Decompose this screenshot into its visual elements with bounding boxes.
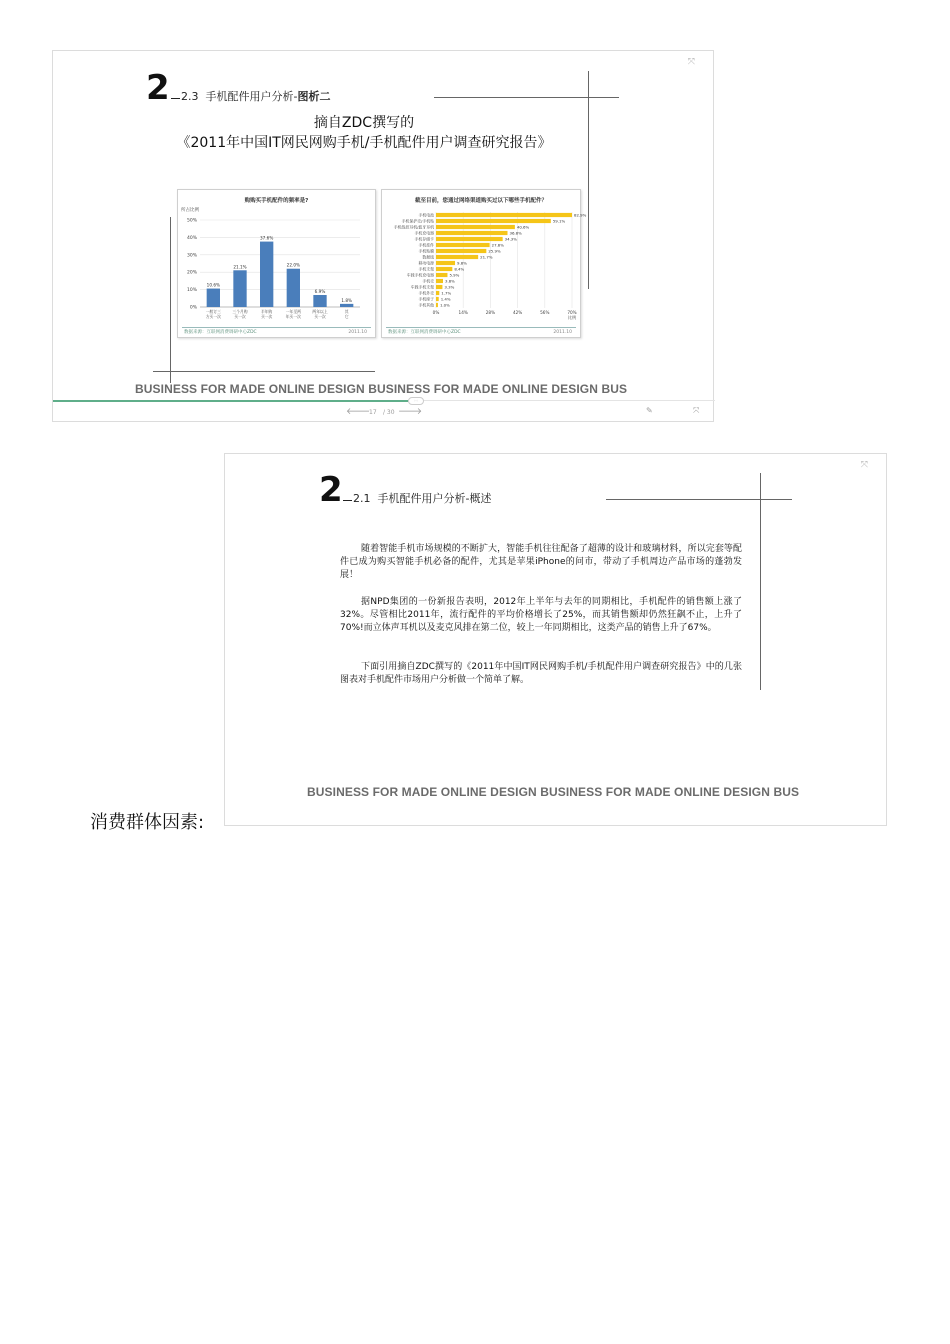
- heading-line-2: 《2011年中国IT网民网购手机/手机配件用户调查研究报告》: [176, 135, 552, 151]
- y-tick-label: 20%: [186, 270, 197, 276]
- slide-overview: [224, 453, 887, 826]
- data-label: 21.7%: [480, 254, 493, 260]
- bar: [436, 237, 503, 241]
- x-tick-label: 三个月购: [232, 309, 248, 314]
- y-tick-label: 手机挂件: [418, 242, 434, 248]
- x-tick-label: 两年以上: [312, 309, 328, 314]
- chart-date: 2011.10: [348, 330, 367, 335]
- y-tick-label: 手机壳: [422, 278, 434, 284]
- paragraph-1: 随着智能手机市场规模的不断扩大，智能手机往往配备了超薄的设计和玻璃材料，所以完套等配件已成为购买智能手机必备的配件，尤其是苹果iPhone的问市，带动了手机周边产品市场的蓬勃发展！: [340, 544, 742, 580]
- section-title: [171, 88, 330, 104]
- data-label: 1.8%: [341, 297, 352, 303]
- chart-title: 购购买手机配件的频率是?: [244, 198, 309, 204]
- y-tick-label: 手机保护壳/手机贴: [401, 218, 434, 224]
- y-tick-label: 手机电池: [418, 212, 434, 218]
- data-label: 21.1%: [233, 264, 247, 270]
- data-label: 82.9%: [574, 212, 587, 218]
- x-tick-label-cont: 它: [344, 314, 349, 319]
- divider-horizontal-left: [153, 371, 375, 372]
- bar: [436, 279, 443, 283]
- data-label: 8.4%: [454, 266, 465, 272]
- section-number: 2: [319, 470, 343, 510]
- bar: [207, 289, 220, 307]
- section-code: 2.3: [181, 90, 199, 103]
- fullscreen-icon[interactable]: ⤧: [687, 57, 695, 67]
- y-tick-label: 10%: [186, 288, 197, 294]
- divider-vertical: [588, 71, 589, 289]
- page-number: 17: [369, 409, 377, 416]
- x-tick-label: 其: [344, 309, 349, 314]
- pen-icon[interactable]: ✎: [646, 406, 653, 415]
- bar: [436, 291, 439, 295]
- y-tick-label: 车载手机充电器: [406, 272, 434, 278]
- y-tick-label: 手机支架: [418, 266, 434, 272]
- arrow-left-icon[interactable]: 🡐: [346, 407, 371, 417]
- heading-line-1: 摘自ZDC撰写的: [313, 115, 415, 131]
- x-tick-label: 28%: [485, 310, 496, 315]
- page-total: / 30: [383, 409, 395, 416]
- x-tick-label-cont: 方买一次: [205, 314, 221, 319]
- progress-bar[interactable]: [53, 400, 408, 402]
- x-tick-label-cont: 买一次: [234, 314, 246, 319]
- bar: [436, 225, 515, 229]
- x-tick-label: 56%: [540, 310, 550, 315]
- source-rule: [386, 327, 576, 328]
- x-tick-label: 70%: [567, 310, 577, 315]
- fullscreen-icon[interactable]: ⤧: [860, 460, 868, 470]
- bar: [436, 273, 447, 277]
- bar: [436, 267, 452, 271]
- source-rule: [182, 327, 371, 328]
- purchases-hbar-chart: [382, 190, 587, 337]
- y-tick-label: 手机其他: [418, 302, 434, 308]
- data-label: 36.8%: [509, 230, 522, 236]
- section-title: [343, 490, 491, 506]
- y-tick-label: 数据线: [422, 254, 434, 260]
- y-tick-label: 手机充电器: [414, 230, 434, 236]
- frequency-bar-chart: [178, 190, 375, 337]
- data-label: 1.4%: [440, 296, 451, 302]
- y-axis-label: 所占比例: [181, 208, 199, 213]
- bar: [436, 255, 478, 259]
- data-label: 1.7%: [441, 290, 452, 296]
- y-tick-label: 40%: [186, 235, 197, 241]
- chart-title: 截至目前，您通过网络渠道购买过以下哪些手机配件？: [414, 198, 547, 204]
- x-tick-label-cont: 买一次: [260, 314, 273, 319]
- chart-source: 数据来源：互联网消费调研中心ZDC: [184, 330, 257, 335]
- x-tick-label-cont: 年买一次: [285, 314, 301, 319]
- bar: [436, 303, 438, 307]
- bar: [436, 219, 551, 223]
- y-tick-label: 手机贴膜: [418, 248, 434, 254]
- progress-track: [408, 400, 715, 401]
- data-label: 37.6%: [260, 235, 274, 241]
- y-tick-label: 车载手机支架: [410, 284, 434, 290]
- slogan-band: BUSINESS FOR MADE ONLINE DESIGN BUSINESS FOR MADE ONLINE DESIGN BUS: [307, 785, 800, 799]
- data-label: 3.6%: [444, 278, 455, 284]
- x-tick-label: 14%: [458, 310, 468, 315]
- bar: [287, 269, 300, 307]
- data-label: 5.9%: [449, 272, 460, 278]
- fullscreen-icon[interactable]: ⤧: [693, 406, 700, 415]
- paragraph-2: 据NPD集团的一份新报告表明，2012年上半年与去年的同期相比，手机配件的销售额上涨了32%。尽管相比2011年，流行配件的平均价格增长了25%，而其销售额却仍然狂飙不止，上升了70%!而立体声耳机以及麦克风排在第二位，较上一年同期相比，这类产品的销售上升了67%。: [340, 597, 742, 633]
- divider-vertical: [760, 473, 761, 690]
- bar: [436, 231, 507, 235]
- x-axis-label: 比例: [567, 315, 577, 320]
- data-label: 25.9%: [488, 248, 501, 254]
- data-label: 3.3%: [444, 284, 455, 290]
- chart-source: 数据来源：互联网消费调研中心ZDC: [388, 330, 461, 335]
- data-label: 40.6%: [516, 224, 530, 230]
- section-title-text: 手机配件用户分析-概述: [377, 492, 492, 505]
- bar: [436, 297, 439, 301]
- frequency-chart-card: [177, 189, 376, 338]
- data-label: 34.3%: [504, 236, 518, 242]
- divider-horizontal: [434, 97, 619, 98]
- bar: [436, 243, 490, 247]
- divider-vertical-left: [170, 217, 171, 383]
- y-tick-label: 0%: [189, 305, 197, 311]
- section-title-text: 手机配件用户分析-: [205, 90, 298, 103]
- y-tick-label: 移动电源: [418, 260, 434, 266]
- caption-consumer-factors: 消费群体因素:: [90, 812, 205, 833]
- x-tick-label-cont: 买一次: [314, 314, 326, 319]
- x-tick-label: 一年至两: [285, 309, 301, 314]
- data-label: 22.0%: [286, 262, 300, 268]
- data-label: 10.6%: [206, 282, 220, 288]
- bar: [260, 242, 273, 307]
- divider-horizontal: [606, 499, 792, 500]
- data-label: 9.8%: [457, 260, 467, 266]
- arrow-right-icon[interactable]: 🡒: [398, 407, 423, 417]
- x-tick-label: 0%: [432, 310, 440, 315]
- bar: [340, 304, 353, 307]
- x-tick-label: 一般订三: [205, 309, 221, 314]
- y-tick-label: 手机外壳: [418, 290, 434, 296]
- data-label: 59.1%: [552, 218, 566, 224]
- section-number: 2: [146, 68, 170, 108]
- chart-date: 2011.10: [553, 330, 572, 335]
- bar: [436, 285, 442, 289]
- bar: [313, 295, 326, 307]
- data-label: 6.9%: [314, 288, 326, 294]
- bar: [436, 261, 455, 265]
- slogan-band: BUSINESS FOR MADE ONLINE DESIGN BUSINESS FOR MADE ONLINE DESIGN BUS: [135, 382, 628, 396]
- data-label: 27.6%: [491, 242, 504, 248]
- y-tick-label: 30%: [186, 253, 197, 259]
- y-tick-label: 手机座子: [418, 296, 434, 302]
- x-tick-label: 半年购: [260, 309, 273, 314]
- bar: [233, 270, 246, 307]
- bar: [436, 249, 486, 253]
- progress-handle[interactable]: ◦◦: [408, 397, 424, 405]
- bar: [436, 213, 572, 217]
- y-tick-label: 手机存储卡: [414, 236, 434, 242]
- y-tick-label: 50%: [186, 218, 197, 224]
- section-title-bold: 图析二: [297, 90, 331, 103]
- data-label: 1.0%: [439, 302, 450, 308]
- slide-chart-analysis: [52, 50, 714, 422]
- section-code: 2.1: [353, 492, 371, 505]
- x-tick-label: 42%: [512, 310, 523, 315]
- purchases-chart-card: [381, 189, 587, 338]
- y-tick-label: 手机线控耳机/蓝牙耳机: [393, 224, 434, 230]
- paragraph-3: 下面引用摘自ZDC撰写的《2011年中国IT网民网购手机/手机配件用户调查研究报告》中的几张图表对手机配件市场用户分析做一个简单了解。: [340, 662, 742, 685]
